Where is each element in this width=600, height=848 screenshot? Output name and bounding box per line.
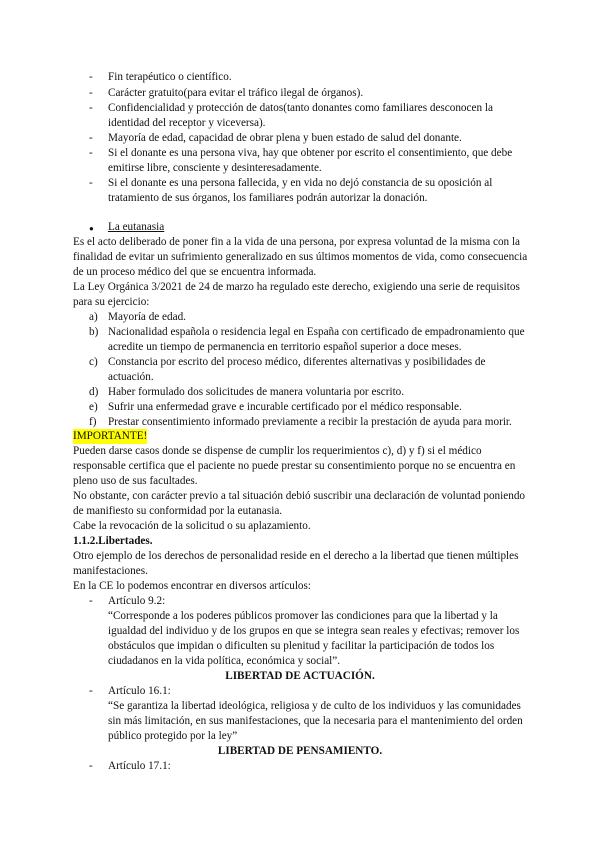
- list-item: Mayoría de edad.: [108, 311, 186, 323]
- article-ref: Artículo 16.1:: [108, 685, 171, 697]
- list-item-continued: emitirse libre, consciente y desinteresadamente.: [108, 162, 322, 174]
- list-item: Carácter gratuito(para evitar el tráfico ilegal de órganos).: [108, 87, 364, 99]
- list-letter: b): [89, 326, 99, 338]
- list-dash: -: [89, 760, 93, 772]
- list-dash: -: [89, 177, 93, 189]
- list-dash: -: [89, 147, 93, 159]
- paragraph-line: Cabe la revocación de la solicitud o su aplazamiento.: [73, 520, 311, 532]
- list-letter: f): [89, 416, 97, 428]
- list-letter: a): [89, 311, 98, 323]
- article-quote-line: sin más limitación, en sus manifestaciones, que la necesaria para el mantenimiento del orden: [108, 715, 523, 727]
- list-dash: -: [89, 132, 93, 144]
- list-item: Sufrir una enfermedad grave e incurable certificado por el médico responsable.: [108, 401, 462, 413]
- article-quote-line: “Corresponde a los poderes públicos promover las condiciones para que la libertad y la: [108, 610, 498, 622]
- list-dash: -: [89, 595, 93, 607]
- paragraph-line: para su ejercicio:: [73, 296, 150, 308]
- list-letter: c): [89, 356, 98, 368]
- paragraph-line: pleno uso de sus facultades.: [73, 475, 198, 487]
- list-item: Confidencialidad y protección de datos(tanto donantes como familiares desconocen la: [108, 102, 493, 114]
- list-item: Mayoría de edad, capacidad de obrar plena y buen estado de salud del donante.: [108, 132, 462, 144]
- paragraph-line: Pueden darse casos donde se dispense de cumplir los requerimientos c), d) y f) si el médico: [73, 445, 482, 457]
- paragraph-line: Es el acto deliberado de poner fin a la vida de una persona, por expresa voluntad de la misma con la: [73, 236, 521, 248]
- list-item: Nacionalidad española o residencia legal en España con certificado de empadronamiento que: [108, 326, 525, 338]
- list-item: Prestar consentimiento informado previamente a recibir la prestación de ayuda para morir.: [108, 416, 512, 428]
- list-dash: -: [89, 102, 93, 114]
- list-item: Si el donante es una persona fallecida, y en vida no dejó constancia de su oposición al: [108, 177, 493, 189]
- list-item-continued: acredite un tiempo de permanencia en territorio español superior a doce meses.: [108, 341, 462, 353]
- highlight-importante: IMPORTANTE!: [73, 429, 147, 444]
- list-item-continued: actuación.: [108, 371, 154, 383]
- paragraph-line: de manifiesto su conformidad por la eutanasia.: [73, 505, 283, 517]
- list-item: Constancia por escrito del proceso médico, diferentes alternativas y posibilidades de: [108, 356, 486, 368]
- list-dash: -: [89, 71, 93, 83]
- section-heading-libertades: 1.1.2.Libertades.: [73, 535, 153, 547]
- paragraph-line: finalidad de evitar un sufrimiento generalizado en sus últimos momentos de vida, como consecuencia: [73, 251, 528, 263]
- section-heading-eutanasia: La eutanasia: [108, 221, 165, 233]
- bullet-icon: ●: [89, 224, 94, 233]
- paragraph-line: de un proceso médico del que se encuentra informada.: [73, 266, 317, 278]
- article-title: LIBERTAD DE ACTUACIÓN.: [225, 670, 375, 682]
- paragraph-line: Otro ejemplo de los derechos de personalidad reside en el derecho a la libertad que tienen múltiples: [73, 550, 519, 562]
- list-item-continued: tratamiento de sus órganos, los familiares podrán autorizar la donación.: [108, 192, 428, 204]
- list-item: Fin terapéutico o científico.: [108, 71, 232, 83]
- paragraph-line: La Ley Orgánica 3/2021 de 24 de marzo ha regulado este derecho, exigiendo una serie de requisitos: [73, 281, 520, 293]
- article-quote-line: igualdad del individuo y de los grupos en que se integra sean reales y efectivas; remover los: [108, 625, 520, 637]
- article-quote-line: público protegido por la ley”: [108, 730, 238, 742]
- paragraph-line: No obstante, con carácter previo a tal situación debió suscribir una declaración de voluntad poniendo: [73, 490, 526, 502]
- paragraph-line: responsable certifica que el paciente no puede prestar su consentimiento porque no se encuentra en: [73, 460, 516, 472]
- list-dash: -: [89, 87, 93, 99]
- article-ref: Artículo 9.2:: [108, 595, 166, 607]
- list-letter: d): [89, 386, 99, 398]
- list-item-continued: identidad del receptor y viceversa).: [108, 117, 266, 129]
- list-item: Haber formulado dos solicitudes de manera voluntaria por escrito.: [108, 386, 405, 398]
- article-title: LIBERTAD DE PENSAMIENTO.: [217, 745, 383, 757]
- article-quote-line: ciudadanos en la vida política, económica y social”.: [108, 655, 341, 667]
- list-dash: -: [89, 685, 93, 697]
- paragraph-line: manifestaciones.: [73, 565, 148, 577]
- list-item: Si el donante es una persona viva, hay que obtener por escrito el consentimiento, que debe: [108, 147, 513, 159]
- article-quote-line: “Se garantiza la libertad ideológica, religiosa y de culto de los individuos y las comunidades: [108, 700, 521, 712]
- paragraph-line: En la CE lo podemos encontrar en diversos artículos:: [73, 580, 311, 592]
- article-ref: Artículo 17.1:: [108, 760, 171, 772]
- article-quote-line: obstáculos que impidan o dificulten su plenitud y facilitar la participación de todos los: [108, 640, 495, 652]
- list-letter: e): [89, 401, 98, 413]
